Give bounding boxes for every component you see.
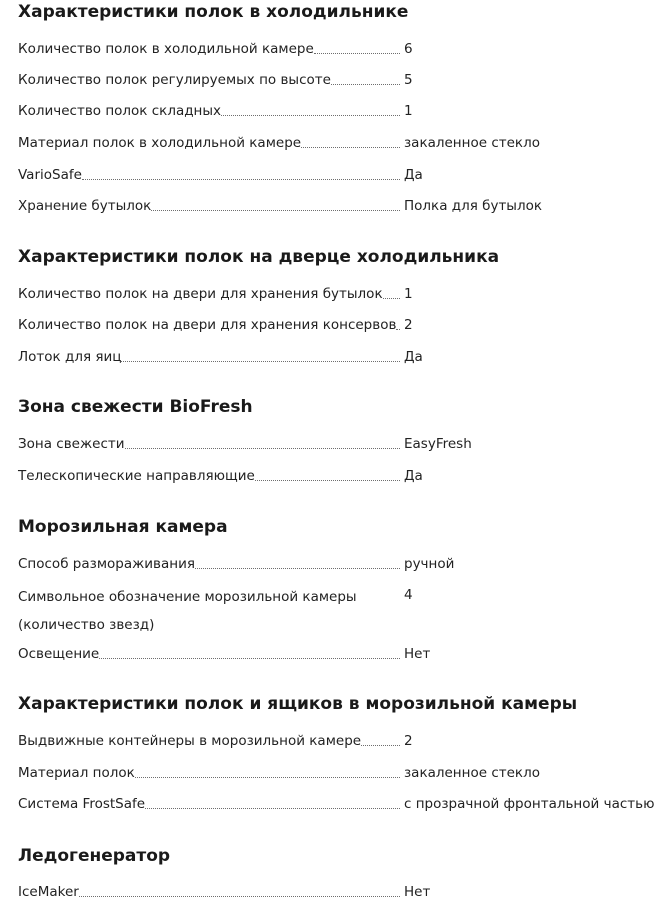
spec-value: Да (404, 349, 423, 365)
section-biofresh (18, 396, 670, 484)
spec-value: Да (404, 167, 423, 183)
section-title: Характеристики полок и ящиков в морозильной камеры (18, 694, 578, 714)
section-title: Морозильная камера (18, 517, 228, 537)
dot-leader (383, 282, 400, 299)
spec-value: с прозрачной фронтальной частью (404, 796, 655, 812)
spec-value: 5 (404, 72, 413, 88)
dot-leader (221, 99, 400, 116)
dot-leader (361, 729, 400, 746)
section-freezer (18, 516, 670, 662)
spec-value: 1 (404, 286, 413, 302)
spec-row (18, 68, 670, 92)
spec-label: Зона свежести (18, 436, 125, 452)
spec-value: 6 (404, 41, 413, 57)
spec-row (18, 282, 670, 306)
section-title: Ледогенератор (18, 846, 171, 866)
spec-value: закаленное стекло (404, 135, 540, 151)
spec-value: 1 (404, 103, 413, 119)
spec-value: Полка для бутылок (404, 198, 543, 214)
spec-row (18, 163, 670, 187)
spec-label: Символьное обозначение морозильной камеры (количество звезд) (18, 589, 357, 633)
dot-leader (135, 761, 400, 778)
section-fridge-shelves (18, 1, 670, 214)
spec-row (18, 583, 670, 639)
spec-row (18, 642, 670, 666)
section-icemaker (18, 845, 670, 900)
section-freezer-drawers (18, 693, 670, 812)
spec-row (18, 464, 670, 488)
dot-leader (255, 464, 400, 481)
spec-value: 2 (404, 733, 413, 749)
spec-label: Количество полок на двери для хранения бутылок (18, 286, 383, 302)
spec-label: Материал полок (18, 765, 135, 781)
spec-row (18, 880, 670, 904)
spec-row (18, 345, 670, 369)
spec-label: Количество полок складных (18, 103, 222, 119)
section-title: Характеристики полок в холодильнике (18, 2, 409, 22)
spec-row (18, 552, 670, 576)
spec-row (18, 194, 670, 218)
spec-label: Хранение бутылок (18, 198, 152, 214)
spec-value: ручной (404, 556, 455, 572)
spec-row (18, 432, 670, 456)
dot-leader (396, 313, 400, 330)
dot-leader (82, 163, 400, 180)
spec-label: VarioSafe (18, 167, 82, 183)
spec-row (18, 131, 670, 155)
spec-value: Нет (404, 646, 431, 662)
spec-value: 4 (404, 587, 413, 603)
spec-label: Выдвижные контейнеры в морозильной камере (18, 733, 362, 749)
dot-leader (79, 880, 400, 897)
spec-label: Количество полок на двери для хранения консервов (18, 317, 397, 333)
spec-label: Материал полок в холодильной камере (18, 135, 302, 151)
spec-value: EasyFresh (404, 436, 472, 452)
dot-leader (145, 792, 400, 809)
dot-leader (151, 194, 400, 211)
dot-leader (99, 642, 400, 659)
spec-label: Количество полок в холодильной камере (18, 41, 314, 57)
spec-label: Способ размораживания (18, 556, 196, 572)
section-title: Характеристики полок на дверце холодильника (18, 247, 500, 267)
spec-label: Система FrostSafe (18, 796, 146, 812)
spec-value: 2 (404, 317, 413, 333)
spec-row (18, 761, 670, 785)
spec-row (18, 792, 670, 816)
spec-row (18, 37, 670, 61)
dot-leader (195, 552, 400, 569)
spec-label: Освещение (18, 646, 100, 662)
spec-label: IceMaker (18, 884, 79, 900)
section-door-shelves (18, 246, 670, 365)
dot-leader (314, 37, 400, 54)
spec-row (18, 99, 670, 123)
spec-label: Телескопические направляющие (18, 468, 255, 484)
spec-row (18, 729, 670, 753)
spec-label: Лоток для яиц (18, 349, 122, 365)
dot-leader (301, 131, 400, 148)
spec-value: закаленное стекло (404, 765, 540, 781)
spec-label: Количество полок регулируемых по высоте (18, 72, 331, 88)
spec-value: Нет (404, 884, 431, 900)
dot-leader (125, 432, 400, 449)
spec-value: Да (404, 468, 423, 484)
spec-row (18, 313, 670, 337)
dot-leader (121, 345, 400, 362)
section-title: Зона свежести BioFresh (18, 397, 253, 417)
dot-leader (331, 68, 400, 85)
